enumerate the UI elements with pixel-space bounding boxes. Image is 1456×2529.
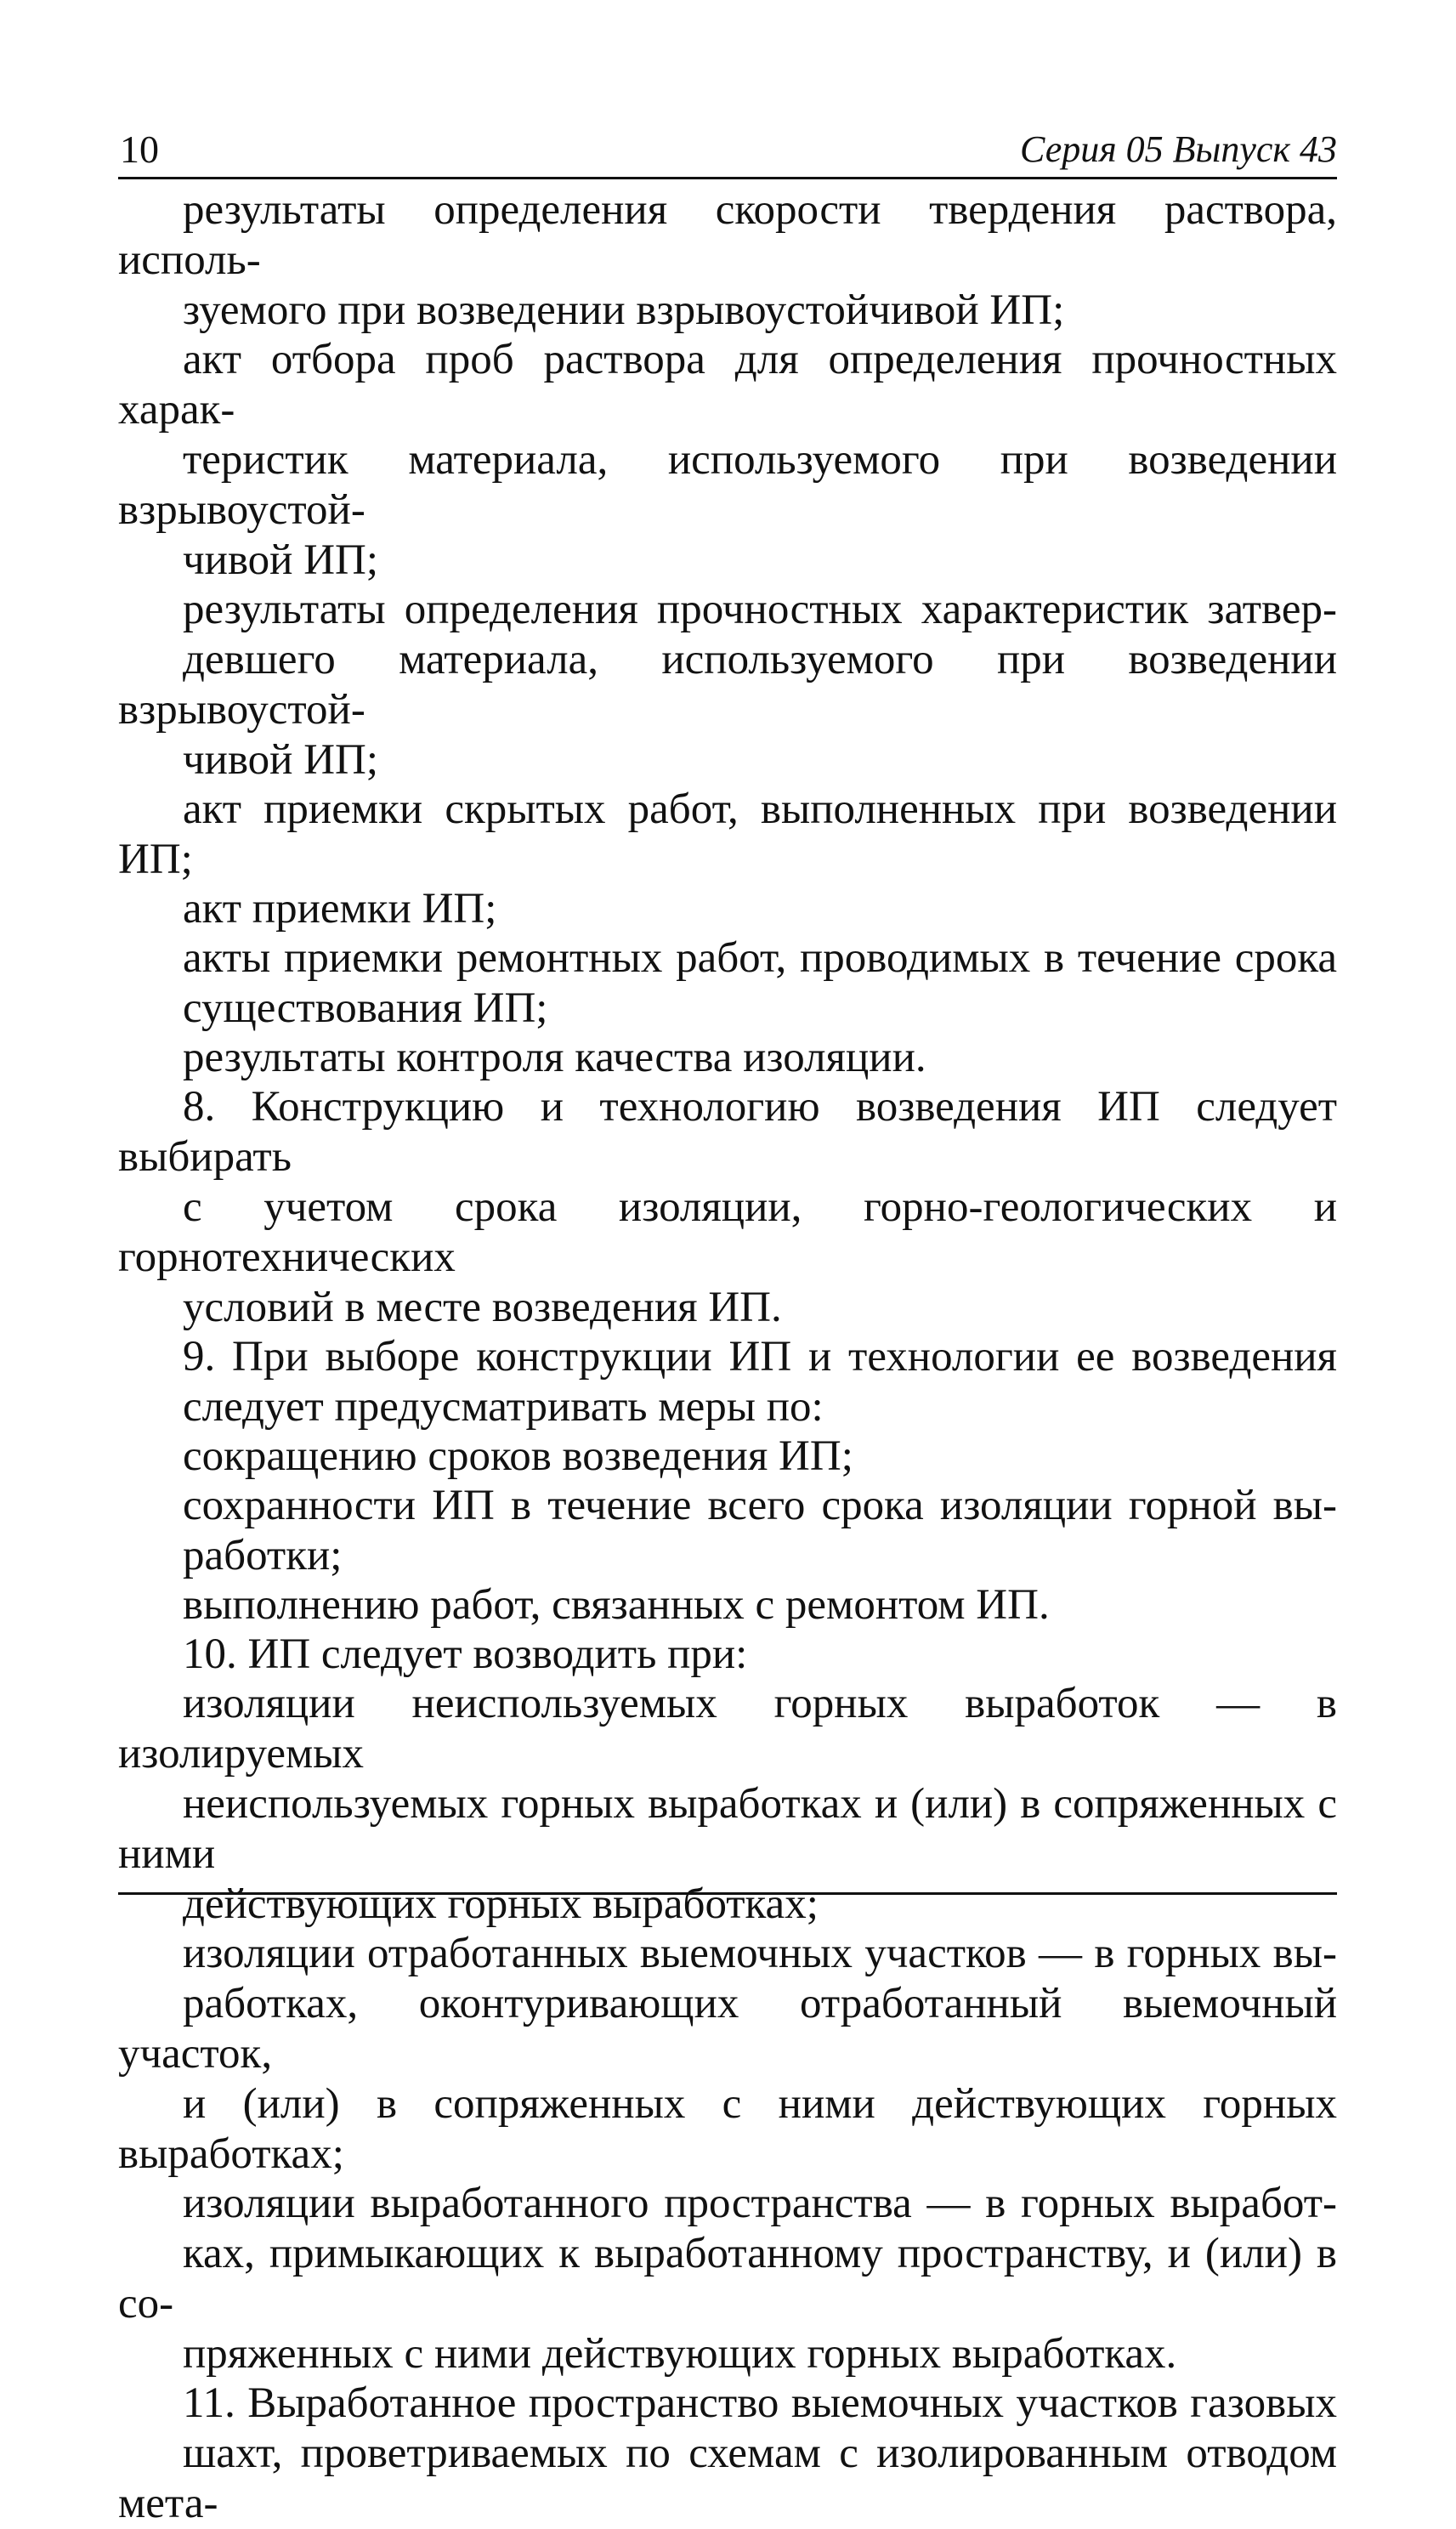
text-line: пряженных с ними действующих горных выработках. bbox=[183, 2330, 1177, 2378]
text-line: 10. ИП следует возводить при: bbox=[183, 1630, 748, 1678]
text-line: акт приемки скрытых работ, выполненных при возведении ИП; bbox=[118, 785, 1337, 883]
text-line: работках, оконтуривающих отработанный выемочный участок, bbox=[118, 1980, 1337, 2078]
paragraph bbox=[118, 335, 1337, 586]
text-line: чивой ИП; bbox=[183, 536, 379, 584]
text-line: изоляции отработанных выемочных участков — в горных вы- bbox=[183, 1930, 1337, 1977]
text-line: теристик материала, используемого при возведении взрывоустой- bbox=[118, 436, 1337, 534]
text-line: сохранности ИП в течение всего срока изоляции горной вы- bbox=[183, 1482, 1337, 1529]
text-line: девшего материала, используемого при возведении взрывоустой- bbox=[118, 636, 1337, 734]
text-line: неиспользуемых горных выработках и (или) в сопряженных с ними bbox=[118, 1780, 1337, 1878]
paragraph bbox=[118, 2379, 1337, 2529]
text-line: результаты контроля качества изоляции. bbox=[183, 1034, 926, 1081]
text-line: следует предусматривать меры по: bbox=[183, 1383, 824, 1431]
text-line: работки; bbox=[183, 1532, 343, 1579]
text-line: действующих горных выработках; bbox=[183, 1880, 819, 1928]
paragraph bbox=[118, 1929, 1337, 2180]
document-body bbox=[118, 185, 1337, 2528]
text-line: 8. Конструкцию и технологию возведения ИП следует выбирать bbox=[118, 1083, 1337, 1181]
text-line: изоляции неиспользуемых горных выработок — в изолируемых bbox=[118, 1680, 1337, 1778]
text-line: выполнению работ, связанных с ремонтом ИП. bbox=[183, 1581, 1050, 1629]
paragraph bbox=[118, 2179, 1337, 2379]
text-line: ках, примыкающих к выработанному пространству, и (или) в со- bbox=[118, 2230, 1337, 2328]
text-line: шахт, проветриваемых по схемам с изолированным отводом мета- bbox=[118, 2430, 1337, 2527]
footer-rule bbox=[118, 1892, 1337, 1895]
paragraph bbox=[118, 1082, 1337, 1333]
text-line: результаты определения прочностных характеристик затвер- bbox=[183, 586, 1337, 633]
series-label: Серия 05 Выпуск 43 bbox=[1020, 128, 1337, 170]
paragraph bbox=[118, 185, 1337, 336]
paragraph bbox=[118, 785, 1337, 885]
paragraph bbox=[118, 884, 1337, 934]
text-line: акт отбора проб раствора для определения прочностных харак- bbox=[118, 336, 1337, 434]
paragraph bbox=[118, 1580, 1337, 1630]
text-line: изоляции выработанного пространства — в горных выработ- bbox=[183, 2180, 1337, 2227]
paragraph bbox=[118, 1432, 1337, 1482]
text-line: условий в месте возведения ИП. bbox=[183, 1284, 782, 1331]
paragraph bbox=[118, 933, 1337, 1034]
paragraph bbox=[118, 1033, 1337, 1083]
text-line: акт приемки ИП; bbox=[183, 885, 497, 933]
text-line: и (или) в сопряженных с ними действующих горных выработках; bbox=[118, 2080, 1337, 2178]
paragraph bbox=[118, 1332, 1337, 1432]
paragraph bbox=[118, 1481, 1337, 1581]
text-line: акты приемки ремонтных работ, проводимых в течение срока bbox=[183, 934, 1337, 982]
text-line: существования ИП; bbox=[183, 984, 548, 1032]
page-header bbox=[118, 126, 1337, 179]
text-line: сокращению сроков возведения ИП; bbox=[183, 1432, 853, 1480]
paragraph bbox=[118, 1630, 1337, 1680]
text-line: чивой ИП; bbox=[183, 736, 379, 784]
paragraph bbox=[118, 585, 1337, 785]
text-line: с учетом срока изоляции, горно-геологических и горнотехнических bbox=[118, 1183, 1337, 1281]
text-line: 11. Выработанное пространство выемочных участков газовых bbox=[183, 2379, 1337, 2427]
text-line: результаты определения скорости твердения раствора, исполь- bbox=[118, 186, 1337, 284]
page-number: 10 bbox=[120, 128, 159, 171]
text-line: 9. При выборе конструкции ИП и технологии ее возведения bbox=[183, 1333, 1337, 1381]
text-line: зуемого при возведении взрывоустойчивой ИП; bbox=[183, 286, 1065, 334]
